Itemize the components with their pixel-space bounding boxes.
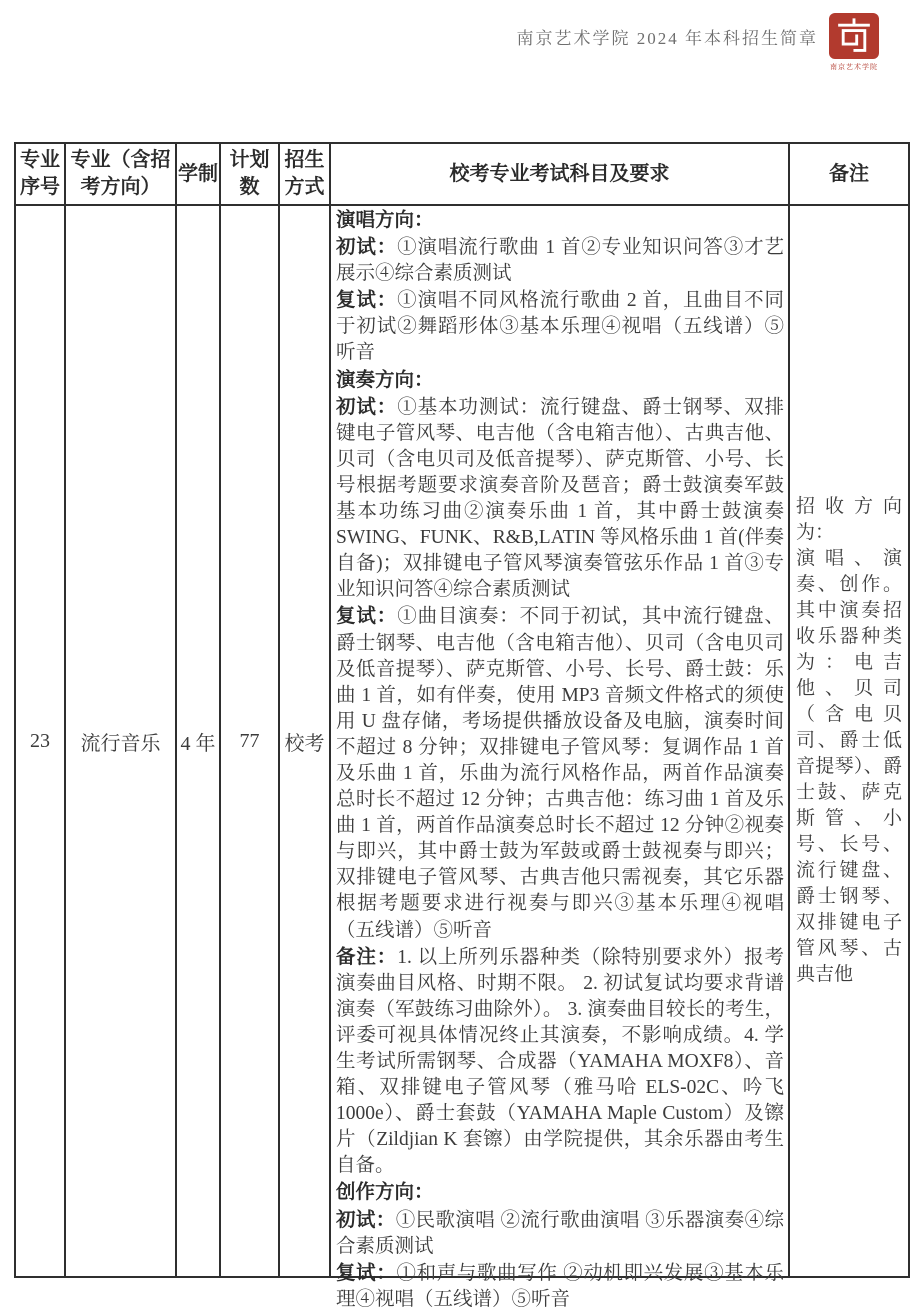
- exam-paragraph: 初试：①民歌演唱 ②流行歌曲演唱 ③乐器演奏④综合素质测试: [336, 1208, 784, 1257]
- remark-paragraph: 招收方向为：: [796, 496, 902, 543]
- seal-glyph-icon: [834, 18, 874, 54]
- remark-paragraph: 演唱、演奏、创作。其中演奏招收乐器种类为：电吉他、贝司（含电贝司、爵士低音提琴）、爵士鼓、萨克斯管、小号、长号、流行键盘、爵士钢琴、双排键电子管风琴、古典吉他: [796, 548, 902, 985]
- table-header-row: [15, 143, 909, 205]
- document-header-title: 南京艺术学院 2024 年本科招生简章: [516, 29, 818, 48]
- exam-paragraph: 演唱方向：: [336, 209, 434, 231]
- admission-table: [14, 142, 910, 1310]
- col-header-admission-method: 招生方式: [279, 143, 330, 205]
- table-row: [15, 205, 909, 1277]
- cell-major-number: 23: [15, 205, 65, 1277]
- col-header-planned-count: 计划数: [220, 143, 279, 205]
- col-header-exam-subjects: 校考专业考试科目及要求: [330, 143, 789, 205]
- exam-paragraph: 初试：①演唱流行歌曲 1 首②专业知识问答③才艺展示④综合素质测试: [336, 236, 784, 285]
- cell-admission-method: 校考: [279, 205, 330, 1277]
- cell-exam-requirements: [330, 205, 789, 1310]
- exam-paragraph: 备注：1. 以上所列乐器种类（除特别要求外）报考演奏曲目风格、时期不限。 2. 初试复试均要求背谱演奏（军鼓练习曲除外）。 3. 演奏曲目较长的考生，评委可视具体情况终止其演奏，不影响成绩。4. 学生考试所需钢琴、合成器（YAMAHA MOXF8）、音箱、双排键电子管风琴（雅马哈 ELS-02C、吟飞 1000e）、爵士套鼓（YAMAHA Maple Custom）及镲片（Zildjian K 套镲）由学院提供，其余乐器由考生自备。: [336, 945, 784, 1177]
- col-header-major-number: 专业序号: [15, 143, 65, 205]
- cell-duration: 4 年: [176, 205, 220, 1277]
- cell-major-name: 流行音乐: [65, 205, 176, 1277]
- cell-planned-count: 77: [220, 205, 279, 1277]
- school-seal-icon: [829, 13, 879, 59]
- exam-requirements-text: [336, 207, 784, 1310]
- seal-caption: 南京艺术学院: [830, 63, 878, 71]
- exam-paragraph: 复试：①和声与歌曲写作 ②动机即兴发展③基本乐理④视唱（五线谱）⑤听音: [336, 1261, 784, 1310]
- cell-remarks: [789, 205, 909, 1277]
- col-header-duration: 学制: [176, 143, 220, 205]
- exam-paragraph: 演奏方向：: [336, 368, 434, 391]
- exam-paragraph: 复试：①曲目演奏：不同于初试，其中流行键盘、爵士钢琴、电吉他（含电箱吉他）、贝司（含电贝司及低音提琴）、萨克斯管、小号、长号、爵士鼓：乐曲 1 首，如有伴奏，使用 MP3 音频文件格式的须使用 U 盘存储，考场提供播放设备及电脑，演奏时间不超过 8 分钟；双排键电子管风琴：复调作品 1 首及乐曲 1 首，乐曲为流行风格作品，两首作品演奏总时长不超过 12 分钟；古典吉他：练习曲 1 首及乐曲 1 首，两首作品演奏总时长不超过 12 分钟②视奏与即兴，其中爵士鼓为军鼓或爵士鼓视奏与即兴；双排键电子管风琴、古典吉他只需视奏，其它乐器根据考题要求进行视奏与即兴③基本乐理④视唱（五线谱）⑤听音: [336, 605, 784, 941]
- col-header-major-name: 专业（含招考方向）: [65, 143, 176, 205]
- exam-paragraph: 创作方向：: [336, 1181, 434, 1204]
- exam-paragraph: 初试：①基本功测试：流行键盘、爵士钢琴、双排键电子管风琴、电吉他（含电箱吉他）、古典吉他、贝司（含电贝司及低音提琴）、萨克斯管、小号、长号根据考题要求演奏音阶及琶音；爵士鼓演奏军鼓基本功练习曲②演奏乐曲 1 首，其中爵士鼓演奏 SWING、FUNK、R&B,LATIN 等风格乐曲 1 首(伴奏自备)；双排键电子管风琴演奏管弦乐作品 1 首③专业知识问答④综合素质测试: [336, 395, 784, 601]
- col-header-remarks: 备注: [789, 143, 909, 205]
- exam-paragraph: 复试：①演唱不同风格流行歌曲 2 首，且曲目不同于初试②舞蹈形体③基本乐理④视唱（五线谱）⑤听音: [336, 289, 784, 364]
